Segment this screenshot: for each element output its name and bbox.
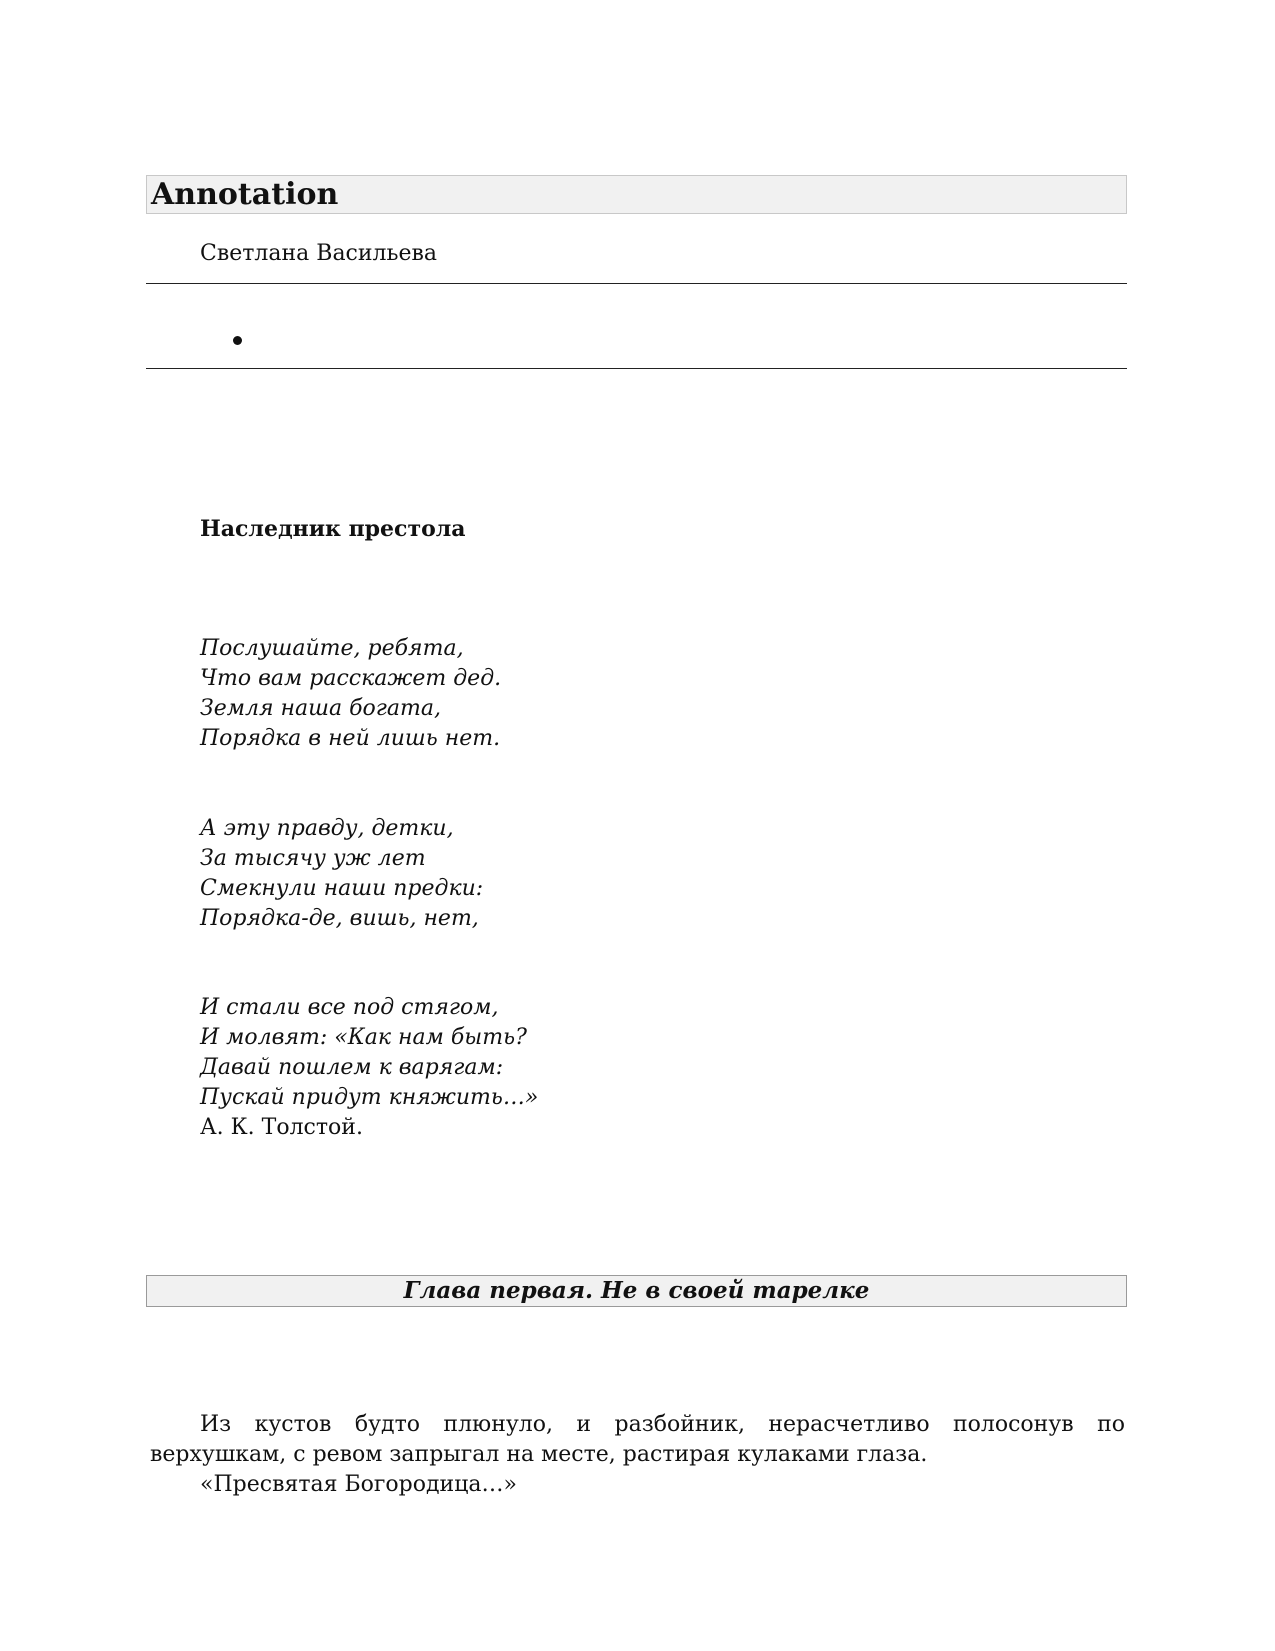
- verse-line: Порядка в ней лишь нет.: [200, 726, 501, 751]
- verse-line: Послушайте, ребята,: [200, 636, 464, 661]
- chapter-paragraph: «Пресвятая Богородица…»: [200, 1472, 517, 1497]
- epigraph-attribution: А. К. Толстой.: [200, 1115, 363, 1140]
- verse-line: Порядка-де, вишь, нет,: [200, 906, 479, 931]
- book-title: Наследник престола: [200, 516, 466, 542]
- verse-line: А эту правду, детки,: [200, 816, 454, 841]
- chapter-paragraph: Из кустов будто плюнуло, и разбойник, нерасчетливо полосонув по верхушкам, с ревом запрыгал на месте, растирая кулаками глаза.: [150, 1412, 1125, 1467]
- verse-line: Что вам расскажет дед.: [200, 666, 502, 691]
- verse-line: За тысячу уж лет: [200, 846, 426, 871]
- epigraph-stanza: [200, 634, 501, 754]
- verse-line: Смекнули наши предки:: [200, 876, 484, 901]
- divider-bottom: [146, 368, 1127, 369]
- chapter-title: Глава первая. Не в своей тарелке: [403, 1277, 870, 1304]
- divider-top: [146, 283, 1127, 284]
- chapter-header: [146, 1275, 1127, 1307]
- verse-line: Земля наша богата,: [200, 696, 441, 721]
- verse-line: И молвят: «Как нам быть?: [200, 1025, 527, 1050]
- verse-line: Пускай придут княжить…»: [200, 1085, 539, 1110]
- verse-line: И стали все под стягом,: [200, 995, 499, 1020]
- author-name: Светлана Васильева: [200, 241, 438, 266]
- annotation-title: Annotation: [151, 177, 339, 212]
- epigraph-stanza: [200, 993, 538, 1113]
- epigraph-stanza: [200, 814, 483, 934]
- annotation-header: [146, 175, 1127, 214]
- verse-line: Давай пошлем к варягам:: [200, 1055, 504, 1080]
- bullet-point: [233, 336, 242, 345]
